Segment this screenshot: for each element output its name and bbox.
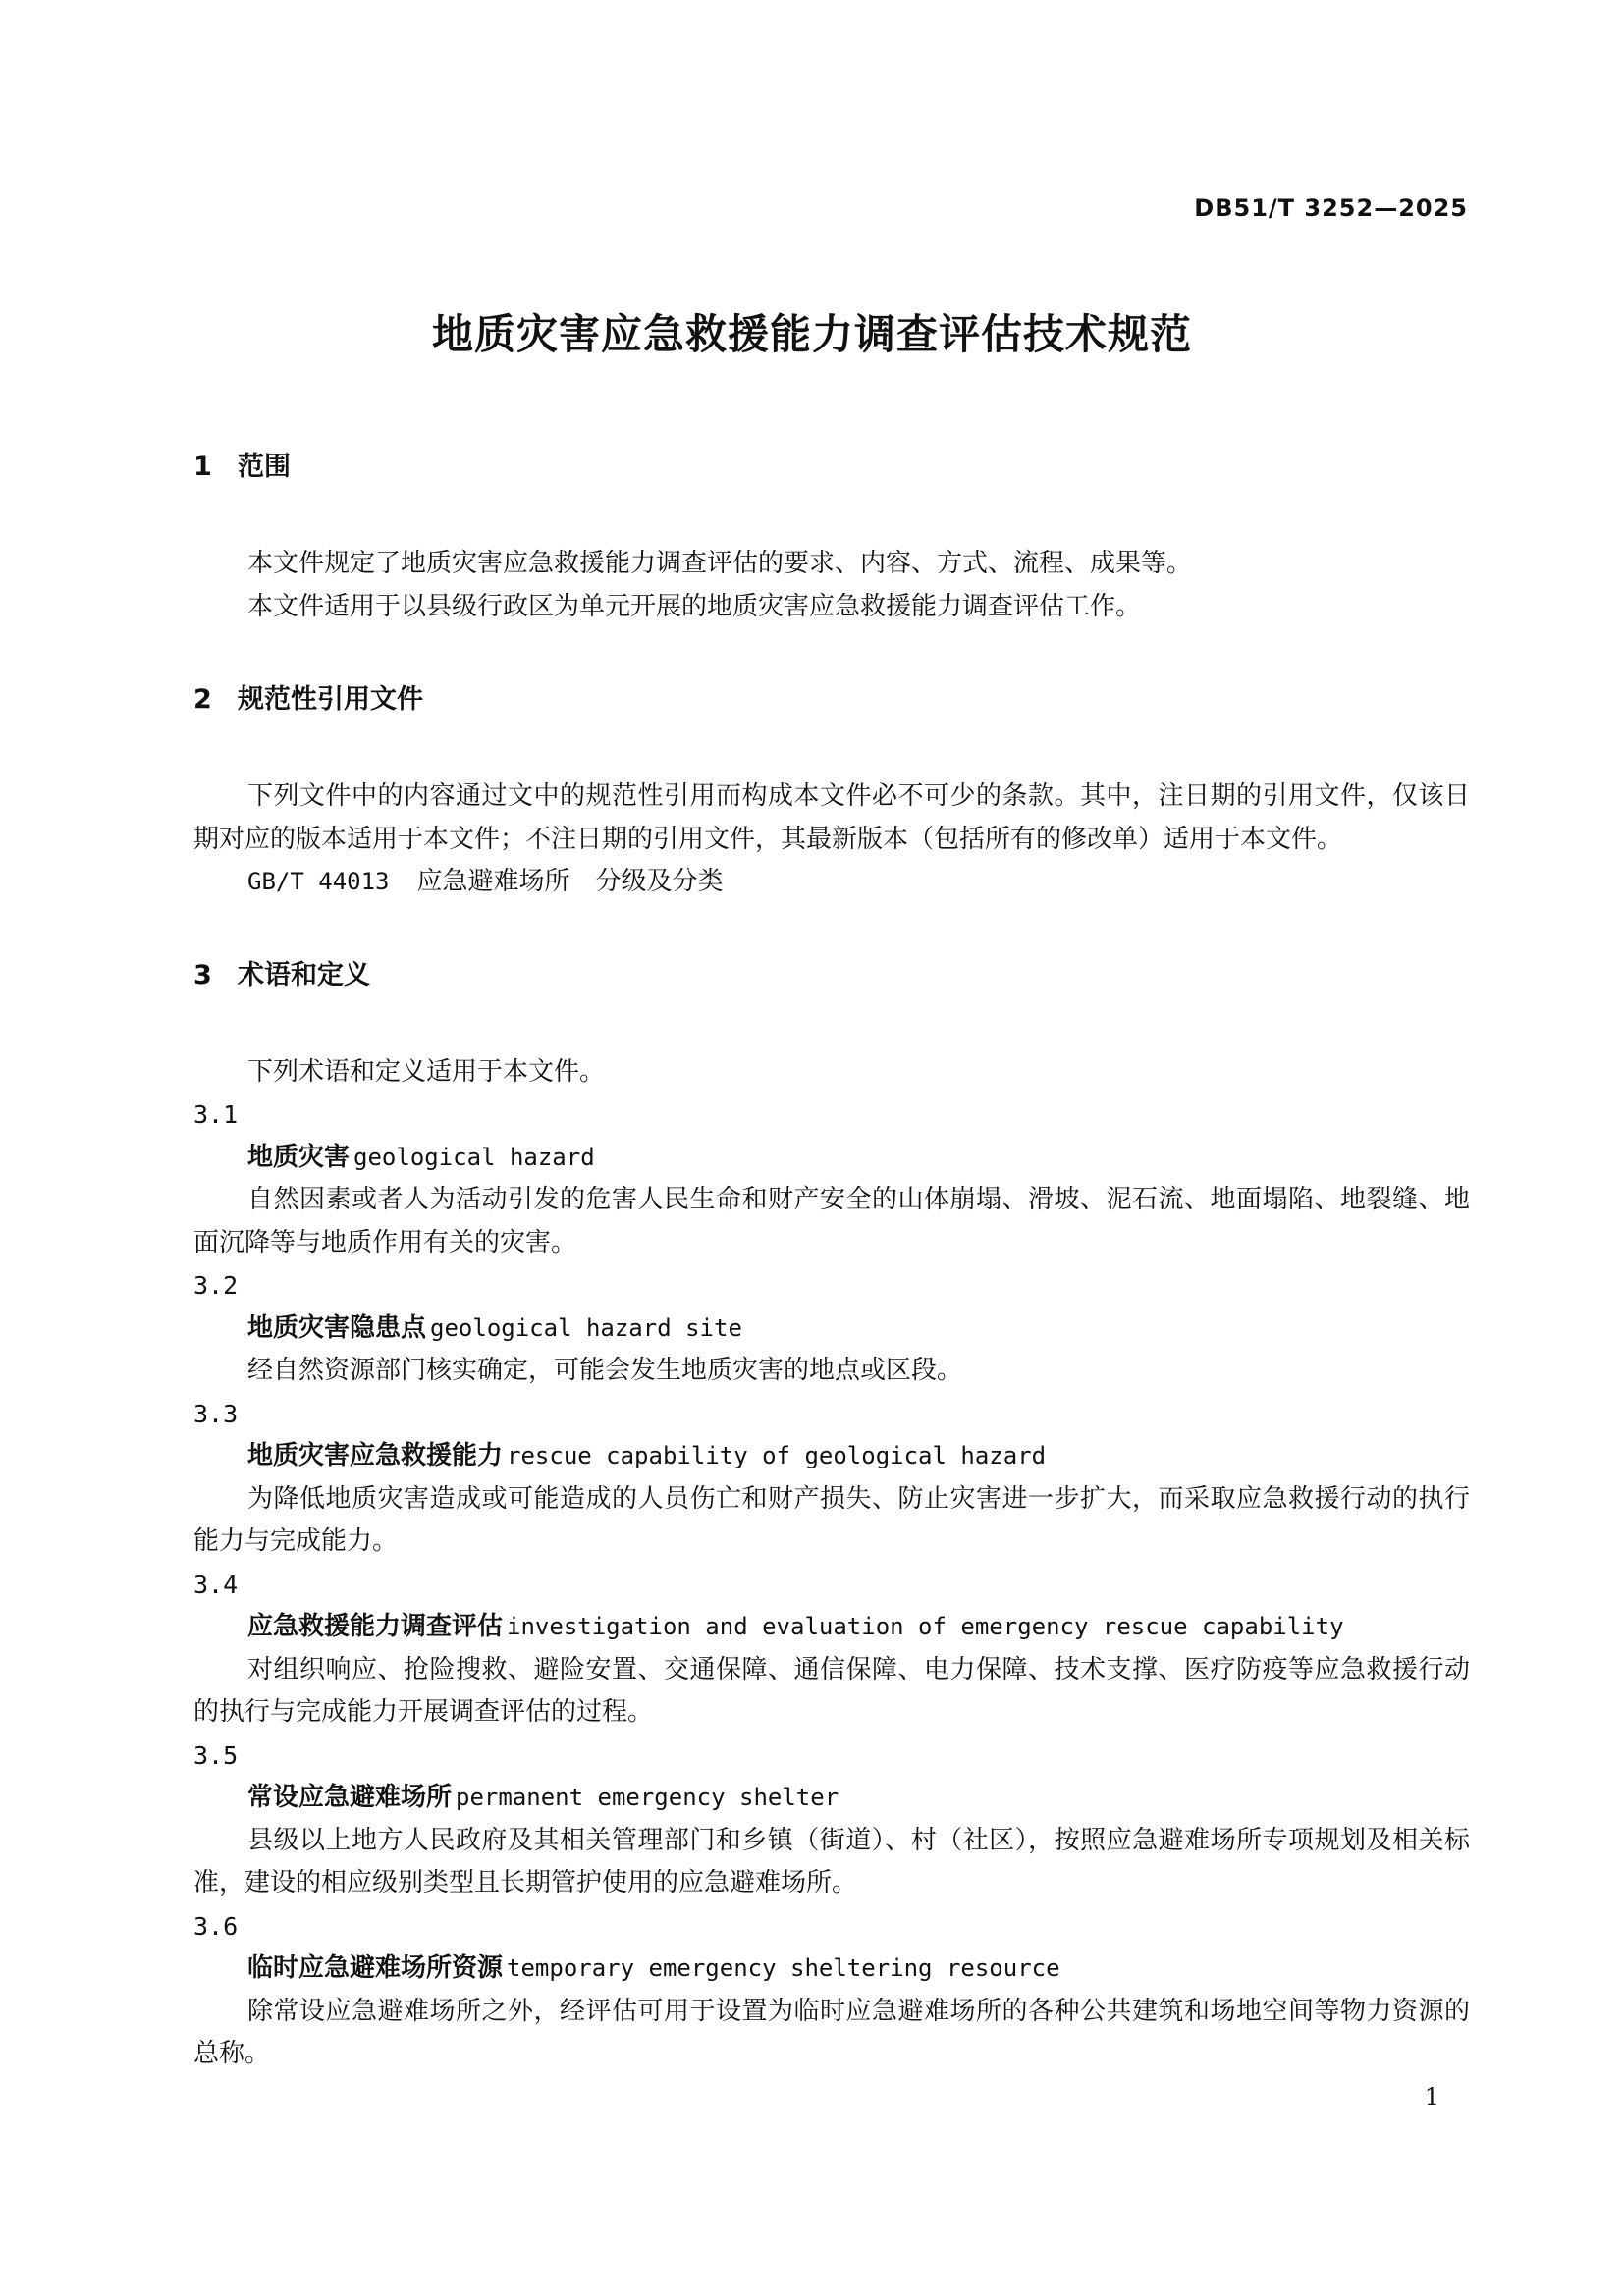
term-chinese: 地质灾害隐患点	[247, 1312, 427, 1343]
paragraph: 本文件规定了地质灾害应急救援能力调查评估的要求、内容、方式、流程、成果等。	[247, 549, 1193, 578]
term-english: temporary emergency sheltering resource	[507, 1954, 1060, 1982]
reference-title: 应急避难场所 分级及分类	[416, 867, 724, 896]
term-definition: 为降低地质灾害造成或可能造成的人员伤亡和财产损失、防止灾害进一步扩大，而采取应急救援行动的执行能力与完成能力。	[193, 1483, 1470, 1556]
term-english: investigation and evaluation of emergency rescue capability	[507, 1613, 1344, 1640]
term-chinese: 临时应急避难场所资源	[247, 1953, 504, 1983]
term-chinese: 地质灾害	[247, 1142, 351, 1172]
section-heading-terms	[193, 955, 1470, 996]
term-entry	[193, 1905, 1470, 2076]
term-english: geological hazard	[353, 1143, 595, 1171]
section-number: 1	[193, 452, 212, 482]
term-entry	[193, 1264, 1470, 1393]
document-body	[193, 447, 1470, 2076]
term-english: rescue capability of geological hazard	[507, 1442, 1047, 1469]
term-name	[193, 1308, 1470, 1351]
paragraph: 本文件适用于以县级行政区为单元开展的地质灾害应急救援能力调查评估工作。	[247, 591, 1142, 621]
term-number: 3.5	[193, 1740, 239, 1770]
page-number: 1	[1424, 2083, 1439, 2110]
term-english: permanent emergency shelter	[456, 1784, 839, 1811]
term-number: 3.4	[193, 1570, 239, 1599]
term-number: 3.6	[193, 1911, 239, 1941]
paragraph: 下列术语和定义适用于本文件。	[247, 1056, 606, 1087]
term-definition: 经自然资源部门核实确定，可能会发生地质灾害的地点或区段。	[247, 1356, 963, 1385]
term-definition: 除常设应急避难场所之外，经评估可用于设置为临时应急避难场所的各种公共建筑和场地空间等物力资源的总称。	[193, 1996, 1470, 2068]
term-chinese: 常设应急避难场所	[247, 1783, 453, 1812]
term-name	[193, 1606, 1470, 1649]
term-entry	[193, 1094, 1470, 1264]
term-name	[193, 1435, 1470, 1478]
reference-code: GB/T 44013	[247, 868, 390, 895]
term-entry	[193, 1393, 1470, 1564]
section-heading-scope	[193, 447, 1470, 488]
section-title: 范围	[238, 452, 291, 482]
document-code: DB51/T 3252—2025	[1194, 194, 1468, 222]
term-entry	[193, 1735, 1470, 1905]
term-name	[193, 1948, 1470, 1991]
section-number: 2	[193, 684, 212, 715]
document-title: 地质灾害应急救援能力调查评估技术规范	[431, 310, 1192, 358]
term-chinese: 地质灾害应急救援能力	[247, 1441, 504, 1470]
section-title: 规范性引用文件	[238, 684, 423, 715]
term-name	[193, 1137, 1470, 1180]
paragraph: 下列文件中的内容通过文中的规范性引用而构成本文件必不可少的条款。其中，注日期的引用文件，仅该日期对应的版本适用于本文件；不注日期的引用文件，其最新版本（包括所有的修改单）适用于本文件。	[193, 781, 1470, 854]
term-definition: 对组织响应、抢险搜救、避险安置、交通保障、通信保障、电力保障、技术支撑、医疗防疫等应急救援行动的执行与完成能力开展调查评估的过程。	[193, 1654, 1470, 1727]
section-heading-normative-references	[193, 679, 1470, 721]
term-chinese: 应急救援能力调查评估	[247, 1612, 504, 1641]
section-number: 3	[193, 959, 212, 990]
term-number: 3.1	[193, 1100, 239, 1129]
term-definition: 自然因素或者人为活动引发的危害人民生命和财产安全的山体崩塌、滑坡、泥石流、地面塌陷、地裂缝、地面沉降等与地质作用有关的灾害。	[193, 1185, 1470, 1257]
term-entry	[193, 1564, 1470, 1735]
reference-entry	[193, 861, 1470, 904]
term-english: geological hazard site	[430, 1313, 742, 1342]
term-definition: 县级以上地方人民政府及其相关管理部门和乡镇（街道）、村（社区），按照应急避难场所专项规划及相关标准，建设的相应级别类型且长期管护使用的应急避难场所。	[193, 1825, 1470, 1897]
term-number: 3.2	[193, 1271, 239, 1300]
term-number: 3.3	[193, 1399, 239, 1428]
term-name	[193, 1777, 1470, 1820]
section-title: 术语和定义	[238, 959, 370, 990]
